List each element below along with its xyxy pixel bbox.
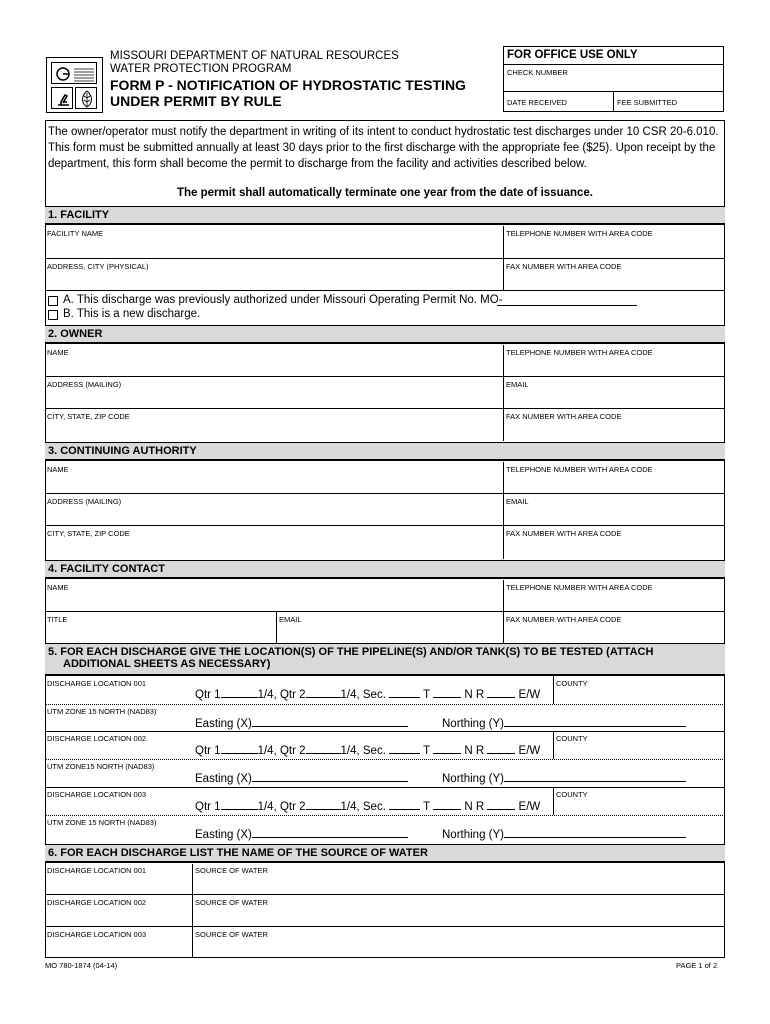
option-a-label: A. This discharge was previously authorized under Missouri Operating Permit No. MO-: [63, 294, 503, 306]
authority-address-field[interactable]: ADDRESS (MAILING): [47, 497, 122, 506]
location-001-northing[interactable]: Northing (Y): [442, 716, 686, 730]
location-001-easting[interactable]: Easting (X): [195, 716, 408, 730]
location-002-northing[interactable]: Northing (Y): [442, 771, 686, 785]
option-b-label: B. This is a new discharge.: [63, 308, 201, 320]
section5-heading-line2: ADDITIONAL SHEETS AS NECESSARY): [63, 658, 271, 670]
agency-name: MISSOURI DEPARTMENT OF NATURAL RESOURCES: [110, 50, 399, 62]
location-003-plss[interactable]: Qtr 1 1/4, Qtr 2 1/4, Sec. T N R E/W: [195, 801, 541, 813]
location-001-county-field[interactable]: COUNTY: [556, 679, 588, 688]
authority-fax-field[interactable]: FAX NUMBER WITH AREA CODE: [506, 529, 622, 538]
source-003-location-label: DISCHARGE LOCATION 003: [47, 930, 147, 939]
location-003-utm-label: UTM ZONE 15 NORTH (NAD83): [47, 818, 157, 827]
location-001-plss[interactable]: Qtr 1 1/4, Qtr 2 1/4, Sec. T N R E/W: [195, 689, 541, 701]
owner-email-field[interactable]: EMAIL: [506, 380, 529, 389]
microscope-icon: [51, 87, 73, 109]
location-002-plss[interactable]: Qtr 1 1/4, Qtr 2 1/4, Sec. T N R E/W: [195, 745, 541, 757]
office-use-heading: FOR OFFICE USE ONLY: [507, 49, 638, 61]
source-001-location-label: DISCHARGE LOCATION 001: [47, 866, 147, 875]
location-003-label: DISCHARGE LOCATION 003: [47, 790, 147, 799]
form-title-line2: UNDER PERMIT BY RULE: [110, 93, 282, 109]
source-002-field[interactable]: SOURCE OF WATER: [195, 898, 268, 907]
owner-address-field[interactable]: ADDRESS (MAILING): [47, 380, 122, 389]
option-b-checkbox[interactable]: [48, 310, 58, 320]
contact-telephone-field[interactable]: TELEPHONE NUMBER WITH AREA CODE: [506, 583, 653, 592]
location-002-utm-label: UTM ZONE15 NORTH (NAD83): [47, 762, 155, 771]
section1-heading: 1. FACILITY: [45, 206, 725, 225]
location-002-county-field[interactable]: COUNTY: [556, 734, 588, 743]
fee-submitted-field[interactable]: FEE SUBMITTED: [617, 98, 678, 107]
location-002-label: DISCHARGE LOCATION 002: [47, 734, 147, 743]
intro-line3: department, this form shall become the permit to discharge from the facility and activities described below.: [48, 158, 587, 170]
authority-name-field[interactable]: NAME: [47, 465, 69, 474]
section5-heading: [45, 643, 725, 676]
location-003-easting[interactable]: Easting (X): [195, 827, 408, 841]
permit-number-input[interactable]: [497, 305, 637, 306]
section4-heading: 4. FACILITY CONTACT: [45, 560, 725, 579]
option-a-checkbox[interactable]: [48, 296, 58, 306]
contact-email-field[interactable]: EMAIL: [279, 615, 302, 624]
form-number: MO 780-1874 (04-14): [45, 961, 118, 970]
location-003-county-field[interactable]: COUNTY: [556, 790, 588, 799]
program-name: WATER PROTECTION PROGRAM: [110, 63, 292, 75]
office-use-box: [503, 46, 724, 112]
location-003-northing[interactable]: Northing (Y): [442, 827, 686, 841]
facility-address-field[interactable]: ADDRESS, CITY (PHYSICAL): [47, 262, 149, 271]
agency-logo: [46, 57, 103, 113]
form-title-line1: FORM P - NOTIFICATION OF HYDROSTATIC TESTING: [110, 77, 466, 93]
owner-telephone-field[interactable]: TELEPHONE NUMBER WITH AREA CODE: [506, 348, 653, 357]
authority-email-field[interactable]: EMAIL: [506, 497, 529, 506]
source-002-location-label: DISCHARGE LOCATION 002: [47, 898, 147, 907]
authority-city-field[interactable]: CITY, STATE, ZIP CODE: [47, 529, 130, 538]
authority-telephone-field[interactable]: TELEPHONE NUMBER WITH AREA CODE: [506, 465, 653, 474]
termination-notice: The permit shall automatically terminate one year from the date of issuance.: [176, 187, 594, 199]
water-icon: [51, 62, 97, 84]
owner-fax-field[interactable]: FAX NUMBER WITH AREA CODE: [506, 412, 622, 421]
source-001-field[interactable]: SOURCE OF WATER: [195, 866, 268, 875]
facility-fax-field[interactable]: FAX NUMBER WITH AREA CODE: [506, 262, 622, 271]
contact-title-field[interactable]: TITLE: [47, 615, 68, 624]
contact-fax-field[interactable]: FAX NUMBER WITH AREA CODE: [506, 615, 622, 624]
section6-heading: 6. FOR EACH DISCHARGE LIST THE NAME OF THE SOURCE OF WATER: [45, 844, 725, 863]
location-001-utm-label: UTM ZONE 15 NORTH (NAD83): [47, 707, 157, 716]
owner-name-field[interactable]: NAME: [47, 348, 69, 357]
leaf-icon: [75, 87, 97, 109]
location-001-label: DISCHARGE LOCATION 001: [47, 679, 147, 688]
section3-heading: 3. CONTINUING AUTHORITY: [45, 442, 725, 461]
owner-city-field[interactable]: CITY, STATE, ZIP CODE: [47, 412, 130, 421]
contact-name-field[interactable]: NAME: [47, 583, 69, 592]
page-number: PAGE 1 of 2: [676, 961, 718, 970]
intro-line1: The owner/operator must notify the department in writing of its intent to conduct hydrostatic test discharges under 10 CSR 20-6.010.: [48, 126, 719, 138]
section5-heading-line1: 5. FOR EACH DISCHARGE GIVE THE LOCATION(S) OF THE PIPELINE(S) AND/OR TANK(S) TO BE TESTED (ATTACH: [48, 646, 654, 658]
source-003-field[interactable]: SOURCE OF WATER: [195, 930, 268, 939]
intro-line2: This form must be submitted annually at least 30 days prior to the first discharge with the appropriate fee ($25). Upon receipt by the: [48, 142, 716, 154]
facility-name-field[interactable]: FACILITY NAME: [47, 229, 104, 238]
location-002-easting[interactable]: Easting (X): [195, 771, 408, 785]
date-received-field[interactable]: DATE RECEIVED: [507, 98, 567, 107]
check-number-field[interactable]: CHECK NUMBER: [507, 68, 568, 77]
facility-telephone-field[interactable]: TELEPHONE NUMBER WITH AREA CODE: [506, 229, 653, 238]
section2-heading: 2. OWNER: [45, 325, 725, 344]
